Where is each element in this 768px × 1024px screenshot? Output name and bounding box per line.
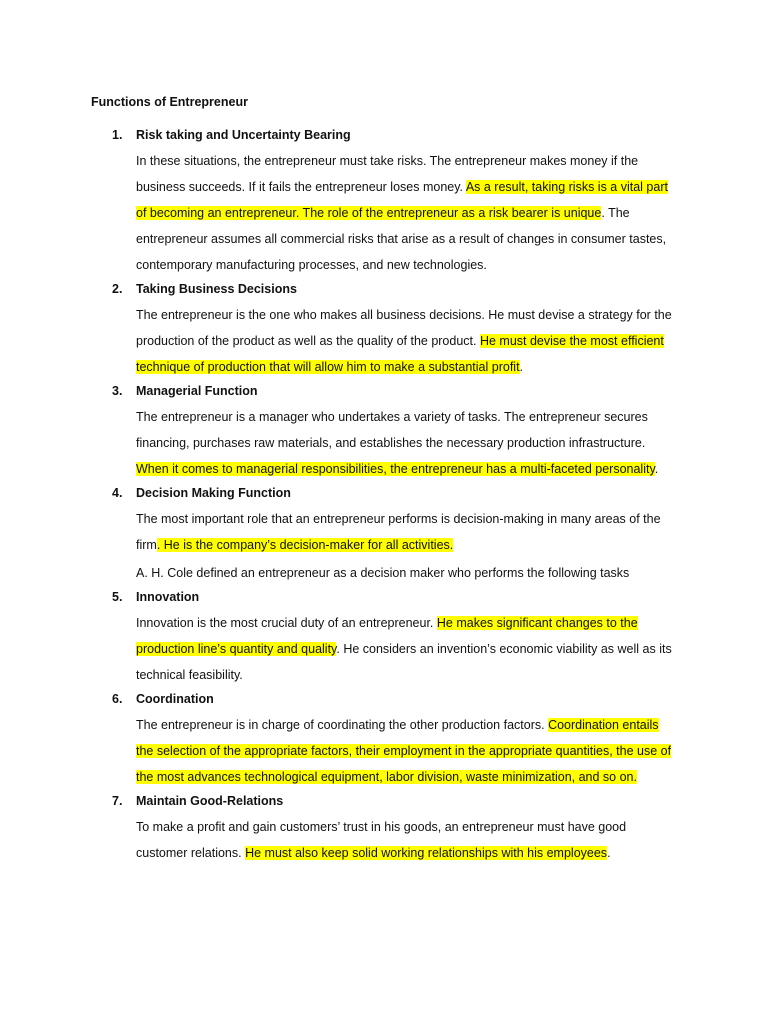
section-number: 2. [112,282,123,296]
paragraph-text: . He considers an invention’s economic viability as well as its technical feasibility. [136,642,672,682]
paragraph-text: In these situations, the entrepreneur must take risks. The entrepreneur makes money if the business succeeds. If it fails the entrepreneur loses money. [136,154,639,194]
section-heading: Decision Making Function [136,486,291,500]
paragraph-text: The entrepreneur is in charge of coordinating the other production factors. [136,718,549,732]
paragraph-text: Innovation is the most crucial duty of an entrepreneur. [136,616,437,630]
highlighted-text: . He is the company’s decision-maker for all activities. [156,538,454,552]
section-header [0,380,768,402]
section-paragraph [136,146,676,278]
section-heading: Managerial Function [136,384,258,398]
paragraph-text: The entrepreneur is a manager who undertakes a variety of tasks. The entrepreneur secures financing, purchases raw materials, and establishes the necessary production infrastructure. [136,410,648,450]
section-paragraph [136,504,676,558]
section-item [0,380,768,482]
section-paragraph [136,710,676,790]
section-heading: Risk taking and Uncertainty Bearing [136,128,351,142]
paragraph-text: . The entrepreneur assumes all commercial risks that arise as a result of changes in consumer tastes, contemporary manufacturing processes, and new technologies. [136,206,667,272]
section-number: 1. [112,128,123,142]
section-heading: Coordination [136,692,214,706]
section-number: 4. [112,486,123,500]
paragraph-text: A. H. Cole defined an entrepreneur as a decision maker who performs the following tasks [136,566,630,580]
section-item [0,482,768,586]
section-heading: Taking Business Decisions [136,282,297,296]
section-header [0,790,768,812]
section-heading: Maintain Good-Relations [136,794,284,808]
section-header [0,482,768,504]
paragraph-text: . [654,462,659,476]
highlighted-text: He must devise the most efficient technique of production that will allow him to make a substantial profit [136,334,664,374]
highlighted-text: As a result, taking risks is a vital part of becoming an entrepreneur. The role of the entrepreneur as a risk bearer is unique [136,180,668,220]
section-paragraph [136,812,676,866]
paragraph-text: The entrepreneur is the one who makes all business decisions. He must devise a strategy for the production of the product as well as the quality of the product. [136,308,672,348]
section-number: 7. [112,794,123,808]
section-header [0,688,768,710]
paragraph-text: . [519,360,524,374]
section-item [0,790,768,866]
paragraph-text: The most important role that an entrepreneur performs is decision-making in many areas of the firm [136,512,661,552]
section-paragraph [136,608,676,688]
highlighted-text: When it comes to managerial responsibilities, the entrepreneur has a multi-faceted personality [136,462,655,476]
section-header [0,586,768,608]
section-heading: Innovation [136,590,200,604]
highlighted-text: He makes significant changes to the production line’s quantity and quality [136,616,638,656]
document-title: Functions of Entrepreneur [91,95,248,109]
section-number: 3. [112,384,123,398]
section-paragraph [136,300,676,380]
section-paragraph [136,402,676,482]
section-item [0,124,768,278]
paragraph-text: . [607,846,611,860]
section-item [0,278,768,380]
section-paragraph [136,558,676,586]
section-number: 6. [112,692,123,706]
highlighted-text: Coordination entails the selection of the appropriate factors, their employment in the appropriate quantities, the use of the most advances technological equipment, labor division, waste minimization, and so on. [136,718,672,784]
highlighted-text: He must also keep solid working relationships with his employees [245,846,608,860]
section-number: 5. [112,590,123,604]
section-list [0,124,768,866]
section-header [0,278,768,300]
section-item [0,586,768,688]
section-item [0,688,768,790]
section-header [0,124,768,146]
paragraph-text: To make a profit and gain customers’ trust in his goods, an entrepreneur must have good customer relations. [136,820,627,860]
